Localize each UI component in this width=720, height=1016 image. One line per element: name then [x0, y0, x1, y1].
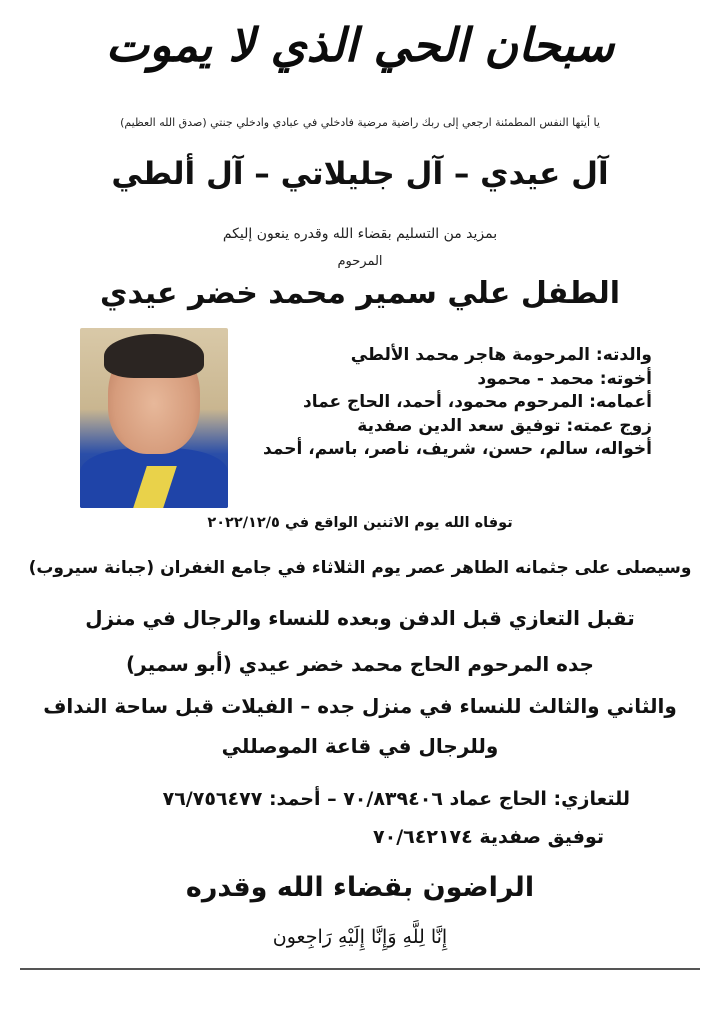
condolence-line: تقبل التعازي قبل الدفن وبعده للنساء والرجال في منزل — [85, 606, 635, 630]
child-photo — [80, 328, 228, 508]
deceased-name: الطفل علي سمير محمد خضر عيدي — [99, 276, 621, 311]
condolence-line: والثاني والثالث للنساء في منزل جده – الفيلات قبل ساحة النداف — [43, 694, 677, 718]
quran-verse: يا أيتها النفس المطمئنة ارجعي إلى ربك راضية مرضية فادخلي في عبادي وادخلي جنتي (صدق الله العظيم) — [120, 116, 600, 129]
death-date: توفاه الله يوم الاثنين الواقع في ٢٠٢٢/١٢/٥ — [207, 515, 513, 531]
quran-closing: إِنَّا لِلَّهِ وَإِنَّا إِلَيْهِ رَاجِعون — [272, 926, 448, 948]
calligraphy-header: سبحان الحي الذي لا يموت — [105, 18, 615, 72]
families-title: آل عيدي – آل جليلاتي – آل ألطي — [111, 156, 609, 192]
contact-line-2: توفيق صفدية ٧٠/٦٤٢١٧٤ — [373, 826, 604, 848]
deceased-label: المرحوم — [337, 254, 383, 269]
intro-text: بمزيد من التسليم بقضاء الله وقدره ينعون إليكم — [222, 226, 498, 242]
contact-line-1: للتعازي: الحاج عماد ٧٠/٨٣٩٤٠٦ – أحمد: ٧٦/٧٥٦٤٧٧ — [162, 788, 630, 810]
photo-hair — [104, 334, 204, 378]
relative-maternal-uncles: أخواله، سالم، حسن، شريف، ناصر، باسم، أحمد — [263, 439, 652, 459]
relatives-list — [232, 344, 652, 462]
closing-text: الراضون بقضاء الله وقدره — [185, 872, 535, 903]
condolence-line: جده المرحوم الحاج محمد خضر عيدي (أبو سمير) — [126, 652, 594, 676]
relative-uncles: أعمامه: المرحوم محمود، أحمد، الحاج عماد — [303, 392, 652, 412]
funeral-prayer: وسيصلى على جثمانه الطاهر عصر يوم الثلاثاء في جامع الغفران (جبانة سيروب) — [28, 558, 692, 578]
relative-mother: والدته: المرحومة هاجر محمد الألطي — [350, 345, 652, 365]
relative-aunt-husband: زوج عمته: توفيق سعد الدين صفدية — [357, 415, 652, 436]
relative-brothers: أخوته: محمد - محمود — [477, 368, 652, 389]
condolence-line: وللرجال في قاعة الموصللي — [221, 734, 499, 758]
bottom-divider — [20, 968, 700, 970]
